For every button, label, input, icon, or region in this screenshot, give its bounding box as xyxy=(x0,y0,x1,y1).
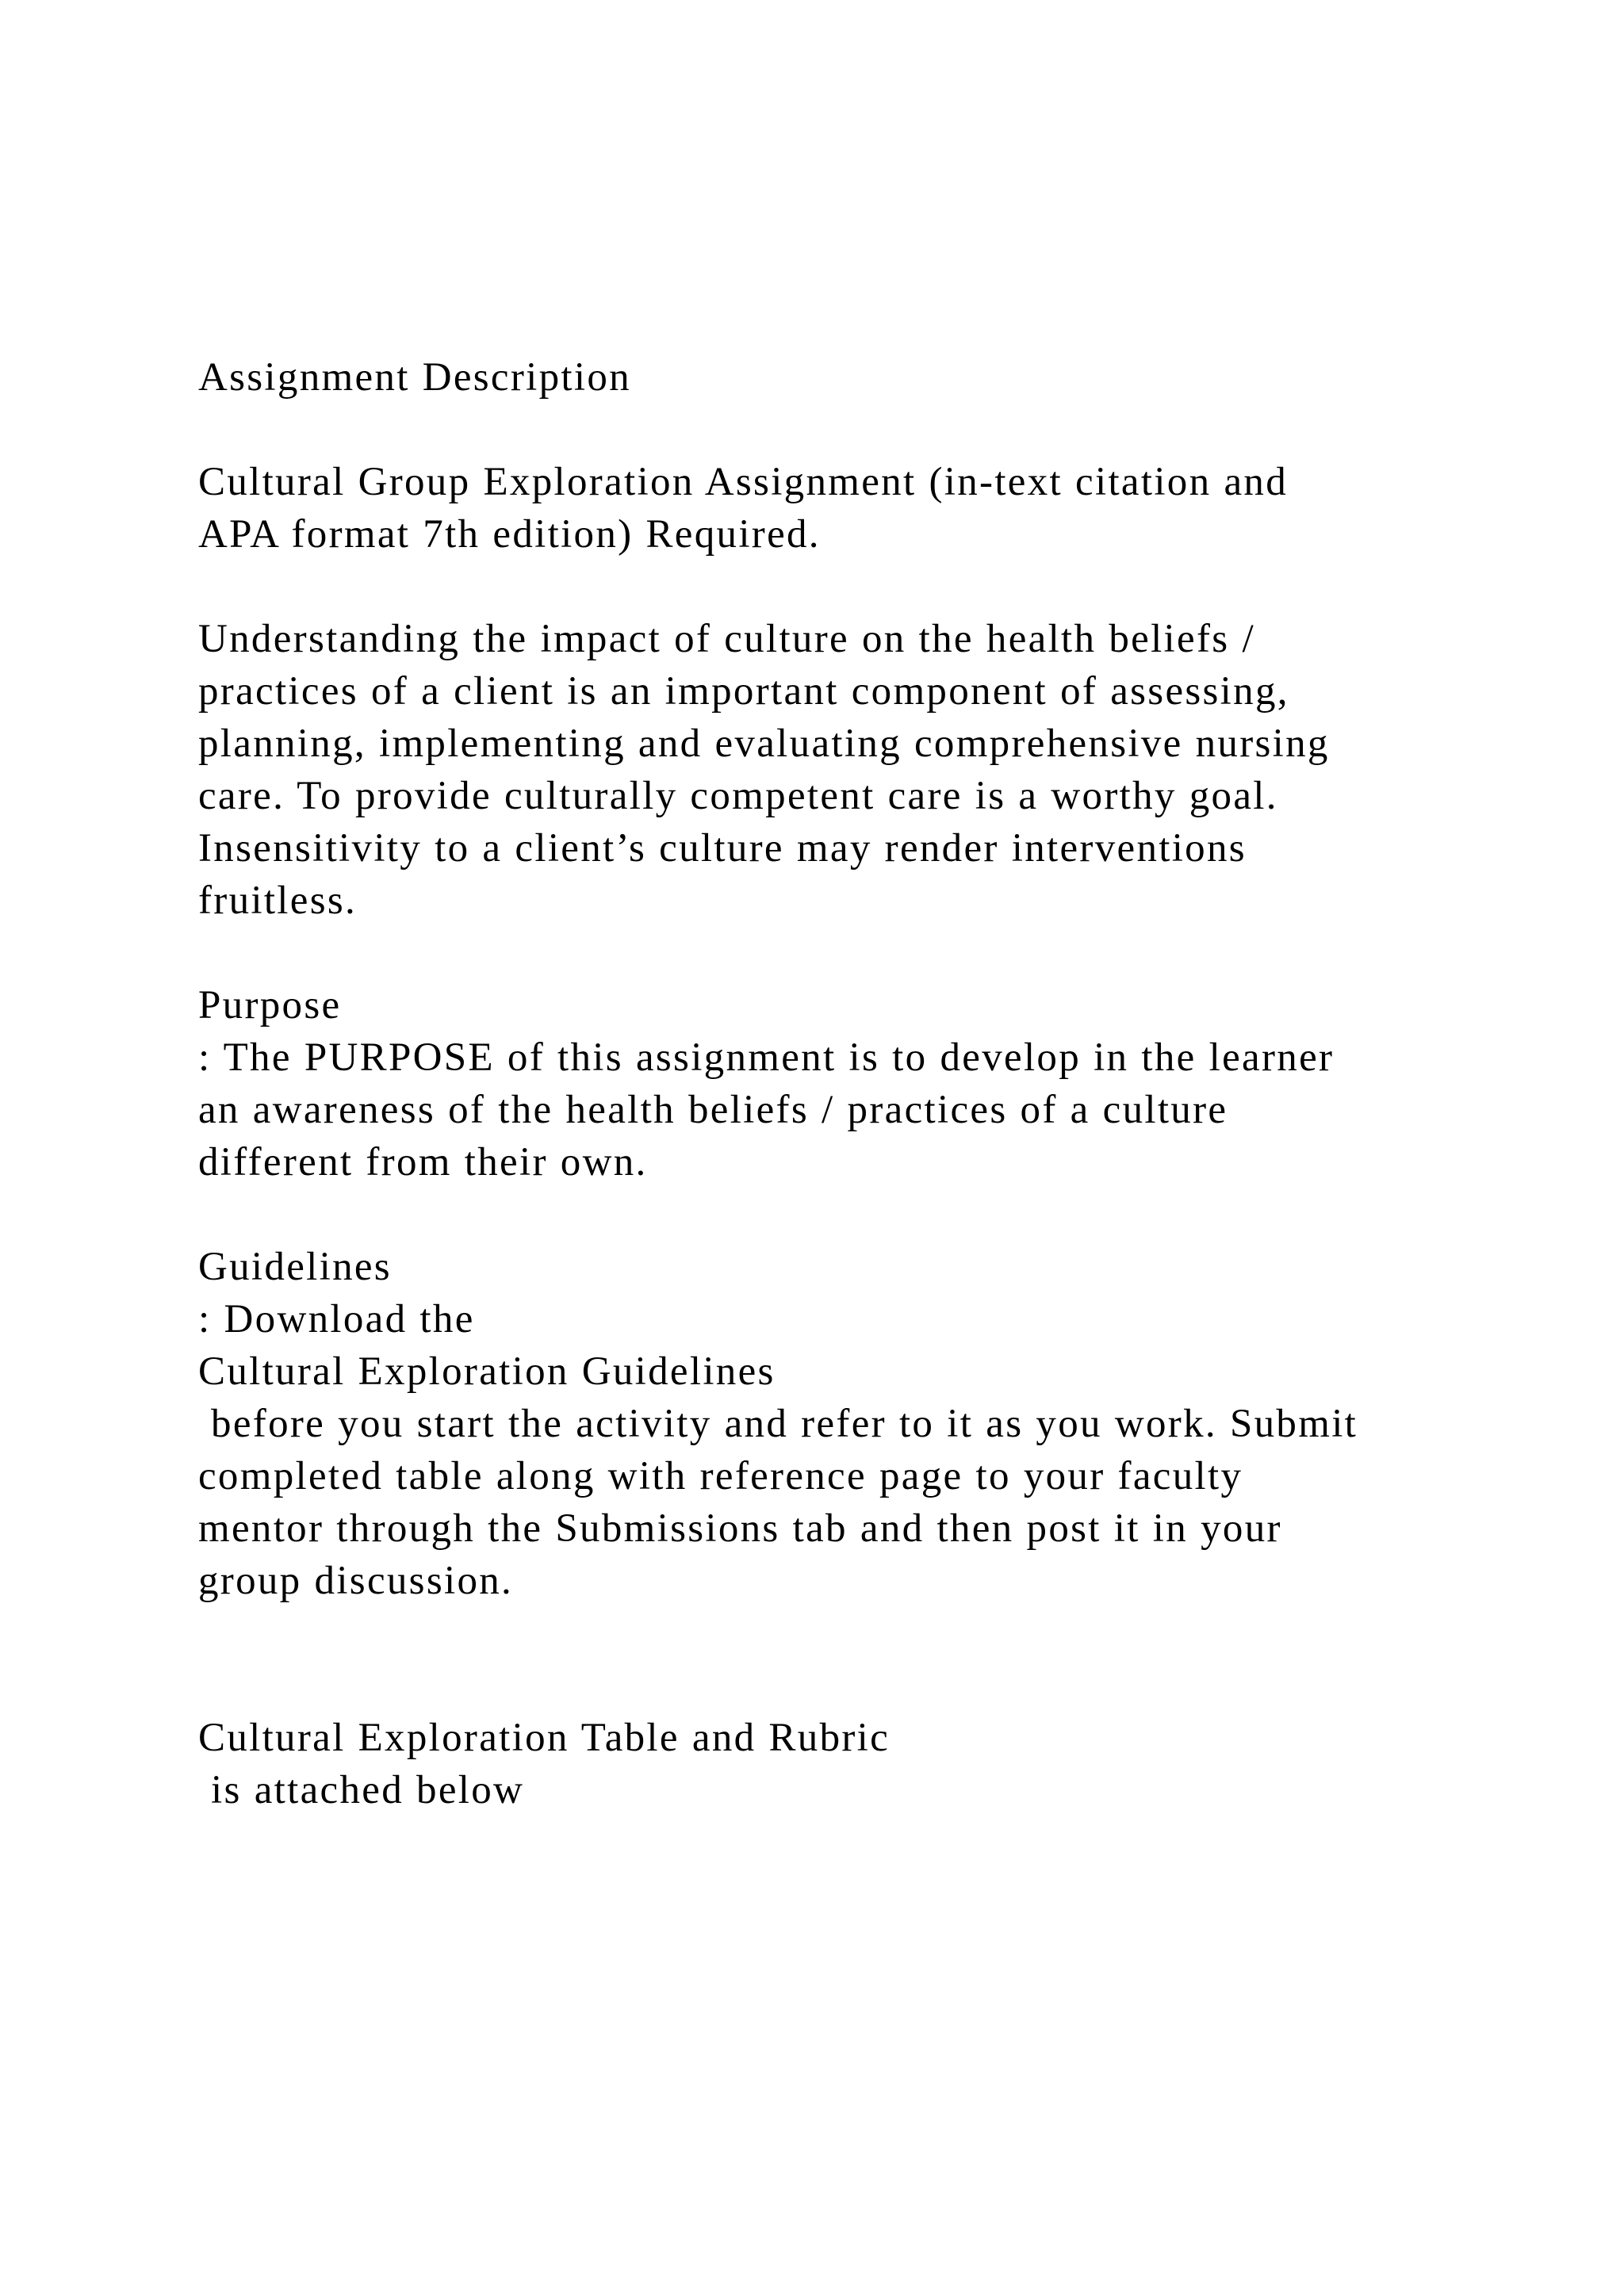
purpose-line-3: different from their own. xyxy=(198,1140,648,1184)
intro-line-3: planning, implementing and evaluating comprehensive nursing xyxy=(198,721,1330,766)
document-title: Assignment Description xyxy=(198,355,631,400)
paragraph-gap xyxy=(198,927,1562,979)
guidelines-heading: Guidelines xyxy=(198,1245,392,1289)
table-rubric-line-1: Cultural Exploration Table and Rubric xyxy=(198,1716,891,1760)
assignment-line-1: Cultural Group Exploration Assignment (in-text citation and xyxy=(198,460,1288,504)
guidelines-line-6: group discussion. xyxy=(198,1559,514,1603)
intro-line-1: Understanding the impact of culture on the health beliefs / xyxy=(198,617,1255,661)
document-body xyxy=(198,351,1562,1816)
purpose-line-1: : The PURPOSE of this assignment is to develop in the learner xyxy=(198,1035,1335,1080)
table-rubric-line-2: is attached below xyxy=(198,1768,525,1812)
guidelines-link-text: Cultural Exploration Guidelines xyxy=(198,1349,776,1394)
guidelines-line-5: mentor through the Submissions tab and then post it in your xyxy=(198,1506,1282,1551)
paragraph-gap xyxy=(198,561,1562,613)
intro-line-2: practices of a client is an important component of assessing, xyxy=(198,669,1289,714)
assignment-line-2: APA format 7th edition) Required. xyxy=(198,512,821,557)
paragraph-gap xyxy=(198,1607,1562,1659)
guidelines-line-4: completed table along with reference page to your faculty xyxy=(198,1454,1243,1498)
intro-line-5: Insensitivity to a client’s culture may render interventions xyxy=(198,826,1247,871)
purpose-heading: Purpose xyxy=(198,983,342,1027)
paragraph-gap xyxy=(198,1659,1562,1712)
intro-line-6: fruitless. xyxy=(198,878,358,923)
purpose-line-2: an awareness of the health beliefs / practices of a culture xyxy=(198,1088,1228,1132)
guidelines-line-1: : Download the xyxy=(198,1297,475,1341)
guidelines-line-3: before you start the activity and refer to it as you work. Submit xyxy=(198,1402,1358,1446)
intro-line-4: care. To provide culturally competent care is a worthy goal. xyxy=(198,774,1278,818)
paragraph-gap xyxy=(198,404,1562,456)
paragraph-gap xyxy=(198,1188,1562,1241)
